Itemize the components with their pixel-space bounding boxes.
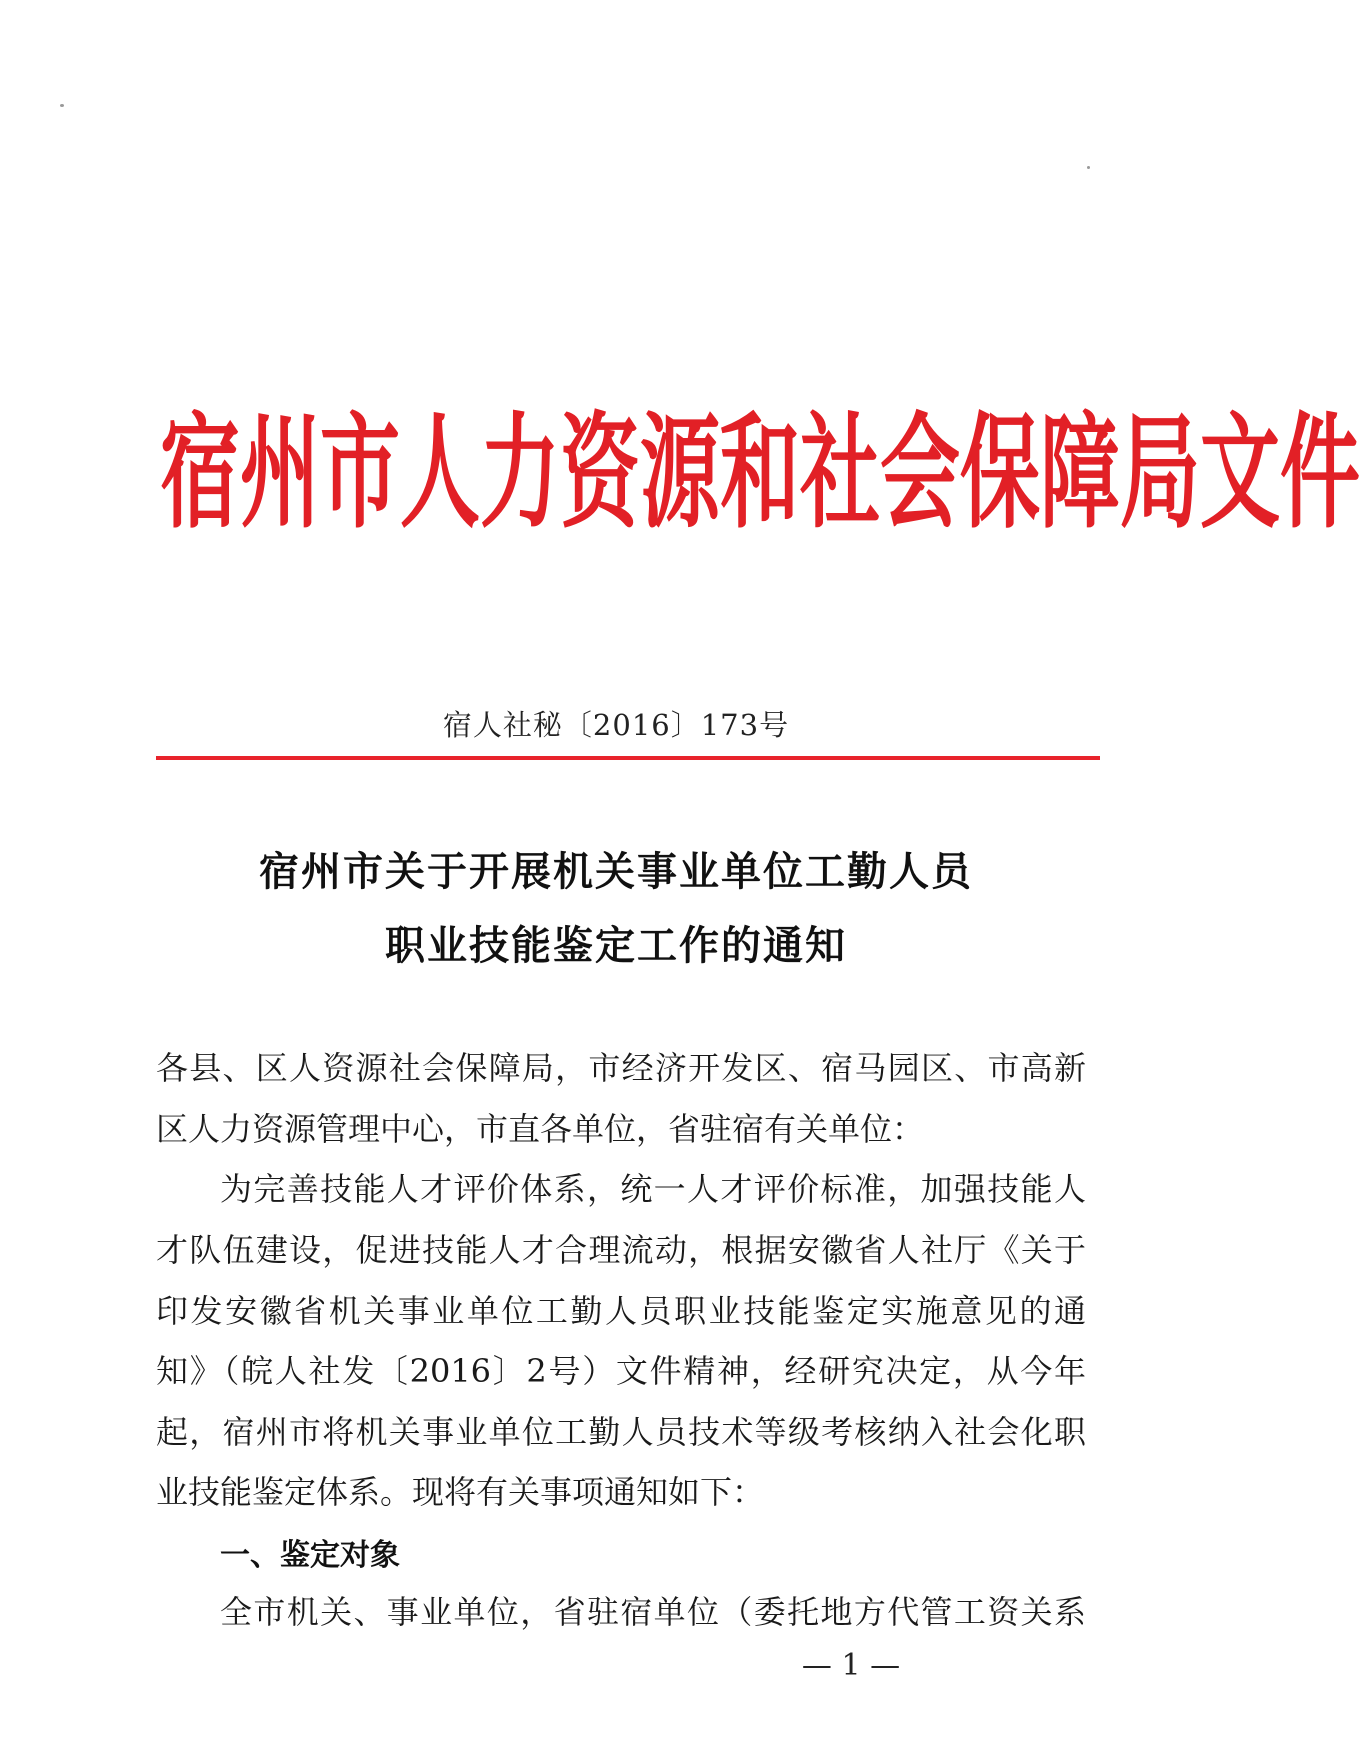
section-heading: 一、鉴定对象 bbox=[220, 1538, 400, 1573]
addressee-line: 各县、区人资源社会保障局，市经济开发区、宿马园区、市高新 bbox=[156, 1049, 1086, 1087]
notice-title-line-1: 宿州市关于开展机关事业单位工勤人员 bbox=[259, 849, 973, 895]
paragraph-line: 印发安徽省机关事业单位工勤人员职业技能鉴定实施意见的通 bbox=[156, 1292, 1086, 1330]
masthead-char: 力 bbox=[480, 399, 560, 545]
document-number: 宿人社秘〔2016〕173号 bbox=[442, 708, 790, 742]
scan-speck bbox=[60, 104, 64, 107]
red-separator-rule bbox=[156, 756, 1100, 760]
masthead-char: 人 bbox=[400, 399, 480, 545]
notice-title-line-2: 职业技能鉴定工作的通知 bbox=[385, 923, 847, 969]
scan-speck bbox=[1087, 166, 1090, 169]
masthead-char: 件 bbox=[1280, 399, 1360, 545]
masthead-char: 宿 bbox=[160, 399, 240, 545]
masthead-char: 保 bbox=[960, 399, 1040, 545]
masthead-char: 州 bbox=[240, 399, 320, 545]
paragraph-line: 才队伍建设，促进技能人才合理流动，根据安徽省人社厅《关于 bbox=[156, 1231, 1086, 1269]
addressee-line: 区人力资源管理中心，市直各单位，省驻宿有关单位： bbox=[156, 1110, 925, 1148]
page-number: — 1 — bbox=[801, 1648, 901, 1683]
masthead-char: 社 bbox=[800, 399, 880, 545]
paragraph-line: 全市机关、事业单位，省驻宿单位（委托地方代管工资关系 bbox=[220, 1593, 1086, 1631]
masthead-title bbox=[160, 392, 1360, 552]
masthead-char: 源 bbox=[640, 399, 720, 545]
paragraph-line: 起，宿州市将机关事业单位工勤人员技术等级考核纳入社会化职 bbox=[156, 1413, 1086, 1451]
paragraph-line: 为完善技能人才评价体系，统一人才评价标准，加强技能人 bbox=[220, 1170, 1086, 1208]
paragraph-line: 知》（皖人社发〔2016〕2号）文件精神，经研究决定，从今年 bbox=[156, 1352, 1086, 1390]
masthead-char: 局 bbox=[1120, 399, 1200, 545]
masthead-char: 会 bbox=[880, 399, 960, 545]
masthead-char: 文 bbox=[1200, 399, 1280, 545]
masthead-char: 障 bbox=[1040, 399, 1120, 545]
masthead-char: 市 bbox=[320, 399, 400, 545]
paragraph-line: 业技能鉴定体系。现将有关事项通知如下： bbox=[156, 1473, 765, 1511]
masthead-char: 和 bbox=[720, 399, 800, 545]
masthead-char: 资 bbox=[560, 399, 640, 545]
